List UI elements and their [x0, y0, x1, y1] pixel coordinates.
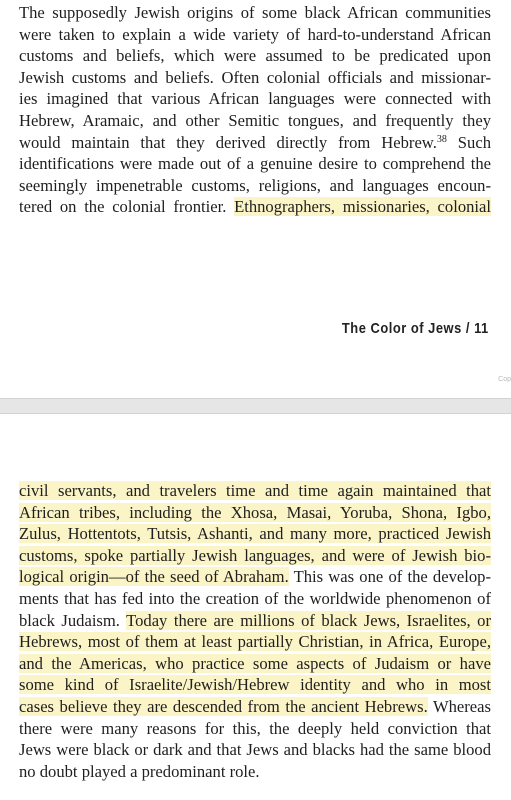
- top-page: [0, 0, 511, 398]
- highlighted-text[interactable]: logical origin—of the seed of Abraham.: [19, 567, 289, 587]
- text-line: [19, 480, 491, 502]
- highlighted-text[interactable]: Hebrews, most of them at least partially Christian, in Africa, Europe,: [19, 632, 491, 652]
- text-line: there were many reasons for this, the deeply held conviction that: [19, 718, 491, 738]
- text-segment: This was one of the develop-: [288, 567, 491, 587]
- text-line: [19, 674, 491, 696]
- text-segment: black Judaism.: [19, 610, 127, 630]
- highlighted-text[interactable]: Today there are millions of black Jews, Israelites, or: [126, 610, 491, 630]
- highlighted-text[interactable]: and the Americas, who practice some aspects of Judaism or have: [19, 653, 491, 673]
- highlighted-text[interactable]: cases believe they are descended from the ancient Hebrews.: [19, 696, 428, 716]
- footnote-marker[interactable]: 38: [436, 133, 447, 145]
- text-line: [19, 696, 491, 718]
- text-line: [19, 196, 491, 218]
- text-line: no doubt played a predominant role.: [19, 761, 260, 781]
- top-page-paragraph: [19, 2, 491, 218]
- text-line: [19, 545, 491, 567]
- text-segment: Such: [446, 132, 491, 152]
- text-line: [19, 566, 491, 588]
- highlighted-text[interactable]: some kind of Israelite/Jewish/Hebrew identity and who in most: [19, 675, 491, 695]
- highlighted-text[interactable]: African tribes, including the Xhosa, Masai, Yoruba, Shona, Igbo,: [19, 502, 491, 522]
- running-footer: The Color of Jews / 11: [342, 320, 489, 337]
- text-line: ments that has fed into the creation of the worldwide phenomenon of: [19, 588, 491, 608]
- bottom-page-paragraph: [19, 480, 491, 782]
- highlighted-text[interactable]: civil servants, and travelers time and time again maintained that: [19, 481, 491, 500]
- highlighted-text[interactable]: customs, spoke partially Jewish languages, and were of Jewish bio-: [19, 545, 491, 565]
- text-segment: tered on the colonial frontier.: [19, 197, 235, 217]
- text-line: [19, 653, 491, 675]
- text-line: Jews were black or dark and that Jews and blacks had the same blood: [19, 740, 491, 760]
- text-line: [19, 502, 491, 524]
- text-line: identifications were made out of a genuine desire to comprehend the: [19, 154, 491, 174]
- bottom-page: [0, 414, 511, 800]
- text-line: [19, 132, 491, 154]
- text-segment: would maintain that they derived directly from Hebrew.: [19, 132, 437, 152]
- text-line: ies imagined that various African languages were connected with: [19, 89, 491, 109]
- text-line: were taken to explain a wide variety of hard-to-understand African: [19, 24, 491, 44]
- text-line: [19, 610, 491, 632]
- text-line: [19, 523, 491, 545]
- text-line: [19, 631, 491, 653]
- copyright-watermark: Cop: [498, 376, 511, 383]
- text-line: Hebrew, Aramaic, and other Semitic tongues, and frequently they: [19, 110, 491, 130]
- text-segment: Whereas: [427, 696, 491, 716]
- text-line: customs and beliefs, which were assumed to be predicated upon: [19, 46, 491, 66]
- page-separator: [0, 398, 511, 414]
- highlighted-text[interactable]: Ethnographers, missionaries, colonial: [234, 197, 491, 217]
- text-line: Jewish customs and beliefs. Often colonial officials and missionar-: [19, 67, 491, 87]
- text-line: The supposedly Jewish origins of some black African communities: [19, 3, 491, 22]
- text-line: seemingly impenetrable customs, religions, and languages encoun-: [19, 175, 491, 195]
- highlighted-text[interactable]: Zulus, Hottentots, Tutsis, Ashanti, and many more, practiced Jewish: [19, 524, 491, 544]
